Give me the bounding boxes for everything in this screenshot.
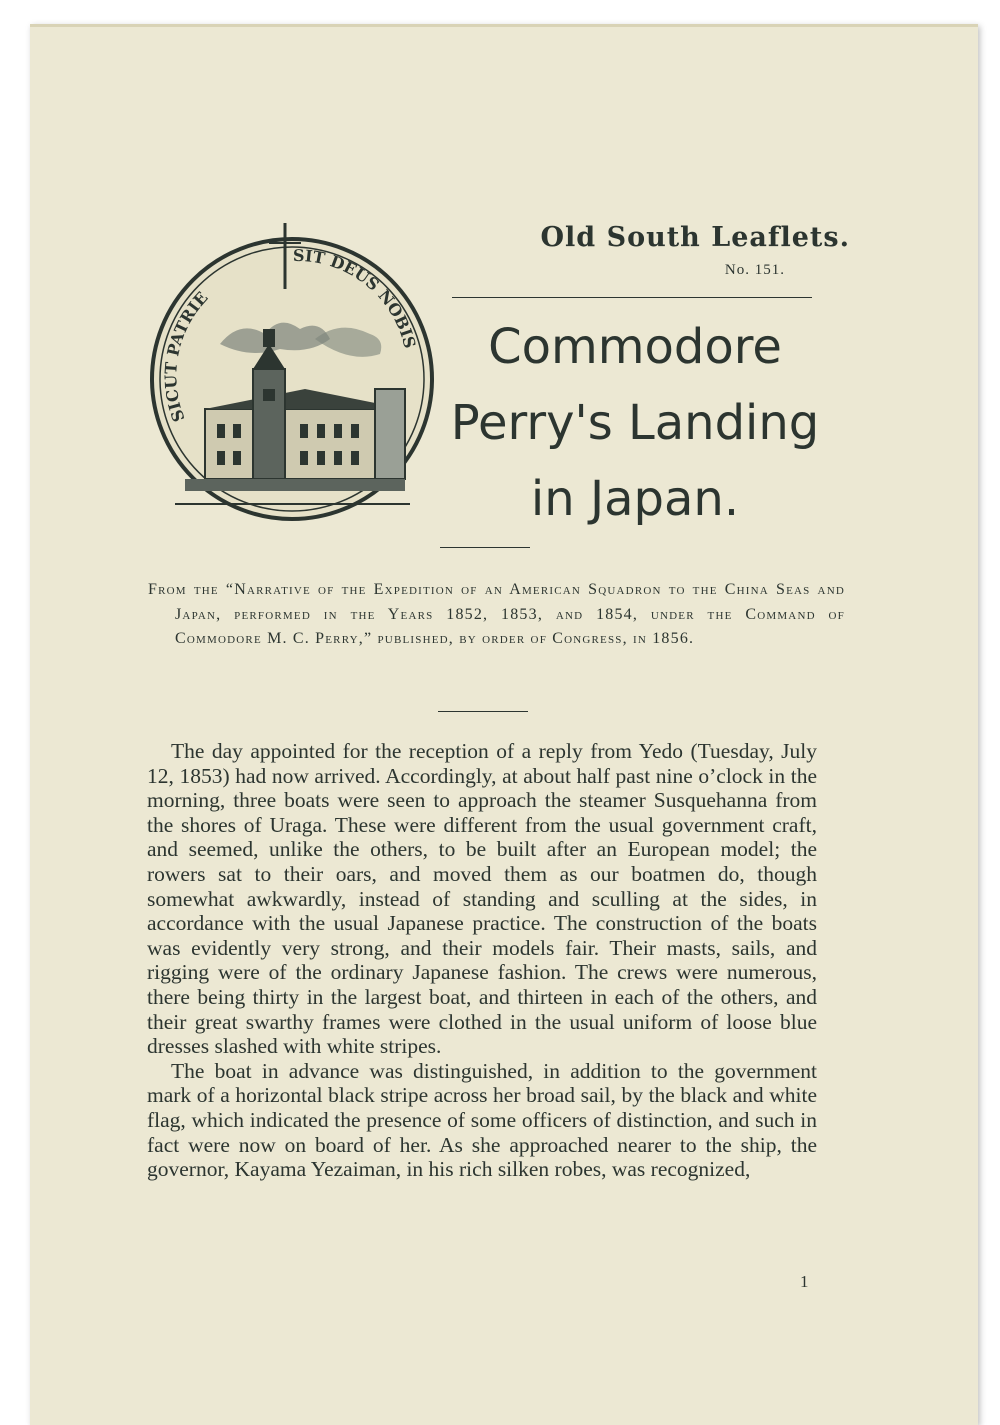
page-number: 1 bbox=[800, 1272, 809, 1291]
page-title bbox=[450, 309, 820, 537]
title-divider bbox=[452, 297, 812, 298]
seal-motto-left: SICUT PATRIE bbox=[161, 288, 212, 425]
old-south-seal bbox=[145, 219, 440, 529]
body-paragraph-1: The day appointed for the reception of a reply from Yedo (Tuesday, July 12, 1853) had now arrived. Accordingly, at about half past nine o’clock in the morning, three boats were seen to approach the steamer Susquehanna from the shores of Uraga. These were different from the usual government craft, and seemed, unlike the others, to be built after an European model; the rowers sat to their oars, and moved them as our boatmen do, though somewhat awkwardly, instead of standing and sculling at the sides, in accordance with the usual Japanese practice. The construction of the boats was evidently very strong, and their models fair. Their masts, sails, and rigging were of the ordinary Japanese fashion. The crews were numerous, there being thirty in the largest boat, and thirteen in each of the others, and their great swarthy frames were clothed in the usual uniform of loose blue dresses slashed with white stripes. bbox=[147, 739, 817, 1059]
leaflet-number: No. 151. bbox=[724, 262, 785, 278]
seal-motto-right: SIT DEUS NOBIS bbox=[292, 245, 420, 351]
section-divider bbox=[438, 711, 528, 712]
title-underline bbox=[440, 547, 530, 548]
title-line-1: Commodore bbox=[488, 319, 782, 375]
source-note: From the “Narrative of the Expedition of an American Squadron to the China Seas and Japan, performed in the Years 1852, 1853, and 1854, under the Command of Commodore M. C. Perry,” published, by order of Congress, in 1856. bbox=[148, 581, 845, 647]
title-line-2: Perry's Landing bbox=[450, 395, 820, 451]
body-paragraph-2: The boat in advance was distinguished, in addition to the government mark of a horizontal black stripe across her broad sail, by the black and white flag, which indicated the presence of some officers of distinction, and such in fact were now on board of her. As she approached nearer to the ship, the governor, Kayama Yezaiman, in his rich silken robes, was recognized, bbox=[147, 1058, 817, 1182]
series-title: Old South Leaflets. bbox=[540, 222, 850, 253]
title-line-3: in Japan. bbox=[530, 471, 740, 527]
body-text bbox=[147, 739, 817, 1182]
leaflet-page bbox=[30, 24, 978, 1425]
